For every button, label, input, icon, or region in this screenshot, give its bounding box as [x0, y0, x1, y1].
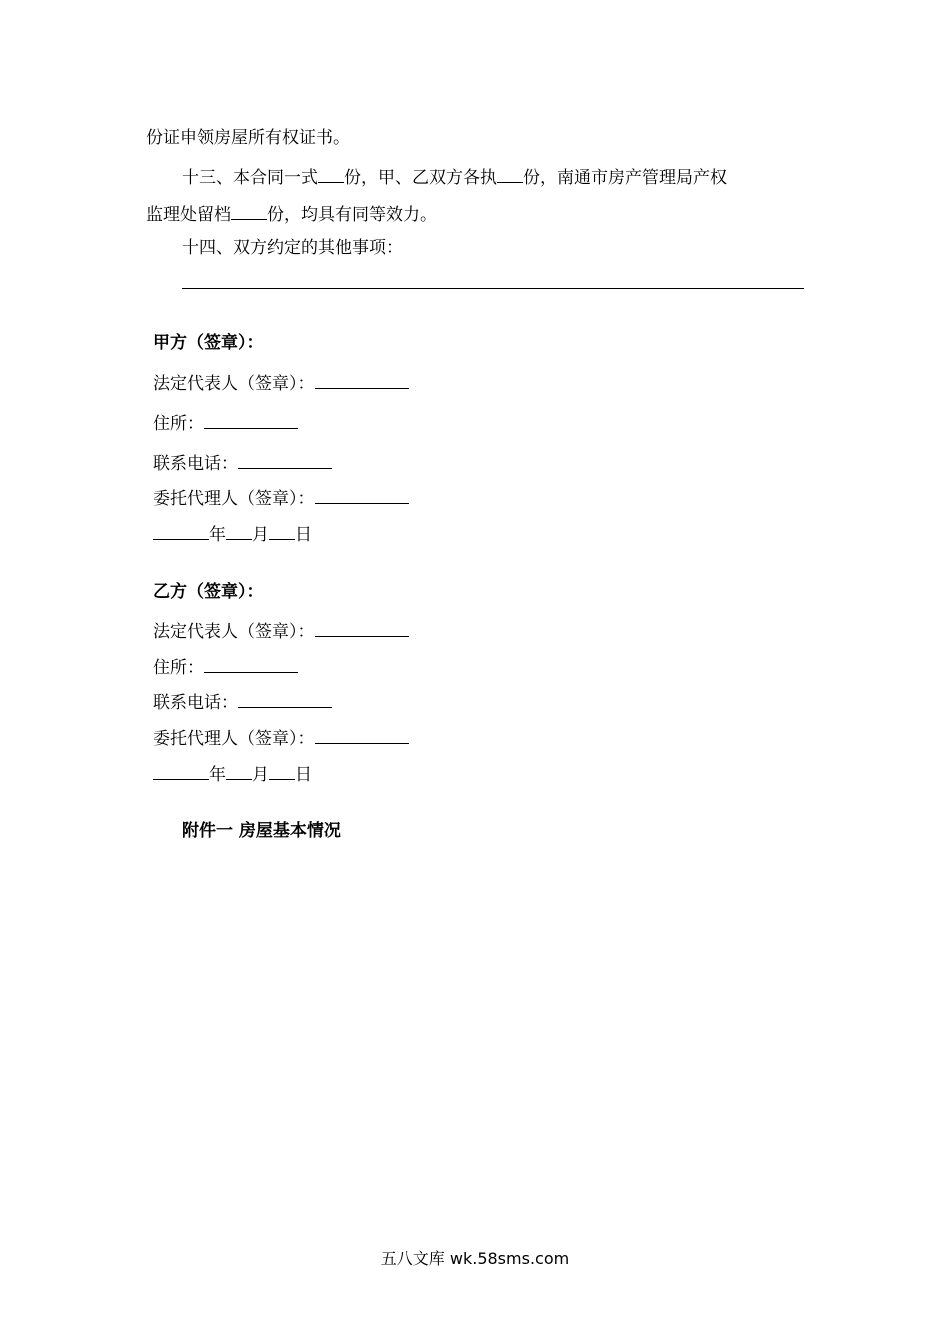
party-b-agent-blank[interactable] [315, 727, 409, 744]
copies-total-blank[interactable] [318, 166, 344, 183]
party-a-agent: 委托代理人（签章）： [153, 487, 409, 508]
party-b-legal-rep-blank[interactable] [315, 620, 409, 637]
party-a-day-blank[interactable] [269, 523, 295, 540]
party-b-title: 乙方（签章）： [153, 582, 264, 602]
party-b-address: 住所： [153, 656, 298, 677]
party-a-legal-rep-blank[interactable] [315, 372, 409, 389]
other-matters-line[interactable] [182, 288, 804, 289]
appendix-title: 附件一 房屋基本情况 [182, 821, 341, 841]
party-a-address-blank[interactable] [204, 412, 298, 429]
party-a-date: 年 月 日 [153, 523, 312, 544]
party-b-phone-blank[interactable] [238, 691, 332, 708]
clause-14: 十四、双方约定的其他事项： [182, 238, 403, 258]
party-a-address: 住所： [153, 412, 298, 433]
clause-13-line2: 监理处留档 份，均具有同等效力。 [146, 205, 437, 225]
party-b-legal-rep: 法定代表人（签章）： [153, 620, 409, 641]
party-a-year-blank[interactable] [153, 523, 209, 540]
copies-each-blank[interactable] [497, 166, 523, 183]
clause-12-tail: 份证申领房屋所有权证书。 [146, 128, 350, 148]
party-b-year-blank[interactable] [153, 763, 209, 780]
party-b-month-blank[interactable] [226, 763, 252, 780]
party-a-phone-blank[interactable] [238, 452, 332, 469]
party-b-date: 年 月 日 [153, 763, 312, 784]
party-a-title: 甲方（签章）： [153, 333, 264, 353]
party-a-agent-blank[interactable] [315, 487, 409, 504]
clause-13-line1: 十三、本合同一式 份，甲、乙双方各执 份，南通市房产管理局产权 [182, 168, 727, 188]
party-a-month-blank[interactable] [226, 523, 252, 540]
party-b-agent: 委托代理人（签章）： [153, 727, 409, 748]
copies-archive-blank[interactable] [231, 203, 267, 220]
footer-watermark: 五八文库 wk.58sms.com [380, 1249, 570, 1268]
party-b-address-blank[interactable] [204, 656, 298, 673]
party-b-phone: 联系电话： [153, 691, 332, 712]
party-b-day-blank[interactable] [269, 763, 295, 780]
party-a-legal-rep: 法定代表人（签章）： [153, 372, 409, 393]
party-a-phone: 联系电话： [153, 452, 332, 473]
